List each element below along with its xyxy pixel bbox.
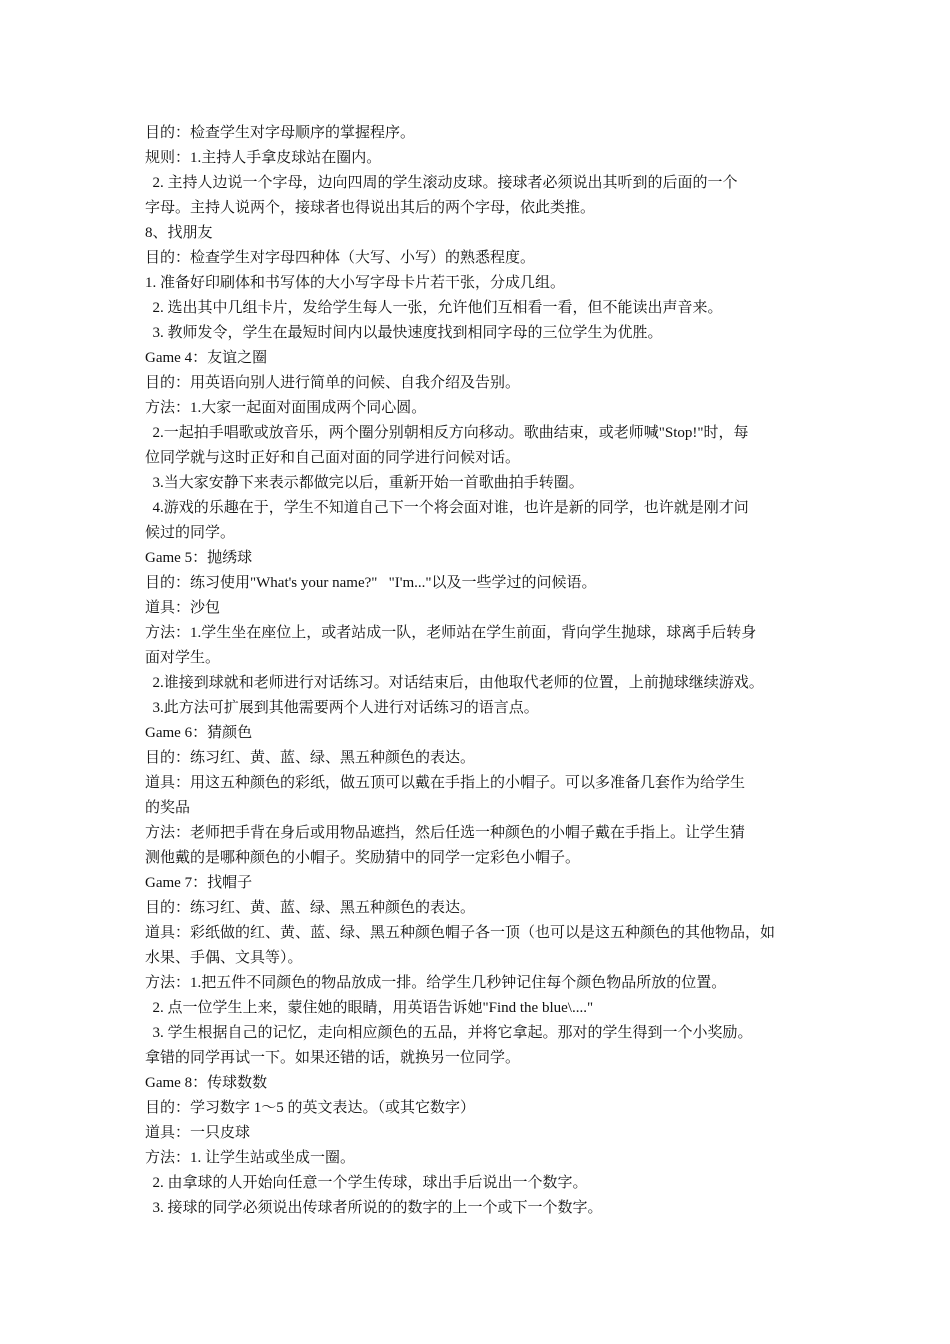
text-line: 1. 准备好印刷体和书写体的大小写字母卡片若干张，分成几组。 <box>145 275 566 291</box>
text-line: 3.当大家安静下来表示都做完以后，重新开始一首歌曲拍手转圈。 <box>145 475 584 491</box>
text-line: 规则：1.主持人手拿皮球站在圈内。 <box>145 150 382 166</box>
text-line: 道具：用这五种颜色的彩纸，做五顶可以戴在手指上的小帽子。可以多准备几套作为给学生 <box>145 775 746 791</box>
text-line: 方法：1. 让学生站或坐成一圈。 <box>145 1150 356 1166</box>
text-line: 2.谁接到球就和老师进行对话练习。对话结束后，由他取代老师的位置，上前抛球继续游戏。 <box>145 675 764 691</box>
text-line: 目的：学习数字 1～5 的英文表达。（或其它数字） <box>145 1100 476 1116</box>
text-line: 道具：沙包 <box>145 600 221 616</box>
text-line: 目的：练习红、黄、蓝、绿、黑五种颜色的表达。 <box>145 900 476 916</box>
text-line: 2. 点一位学生上来，蒙住她的眼睛，用英语告诉她"Find the blue\...." <box>145 1000 594 1016</box>
text-line: Game 8：传球数数 <box>145 1075 268 1091</box>
text-line: 的奖品 <box>145 800 191 816</box>
text-line: 目的：用英语向别人进行简单的问候、自我介绍及告别。 <box>145 375 521 391</box>
text-line: 字母。主持人说两个，接球者也得说出其后的两个字母，依此类推。 <box>145 200 596 216</box>
text-line: 目的：练习使用"What's your name?" "I'm..."以及一些学过的问候语。 <box>145 575 597 591</box>
text-line: 3. 教师发令，学生在最短时间内以最快速度找到相同字母的三位学生为优胜。 <box>145 325 663 341</box>
text-line: 道具：彩纸做的红、黄、蓝、绿、黑五种颜色帽子各一顶（也可以是这五种颜色的其他物品，如 <box>145 925 776 941</box>
text-line: 候过的同学。 <box>145 525 236 541</box>
text-line: 2. 由拿球的人开始向任意一个学生传球，球出手后说出一个数字。 <box>145 1175 588 1191</box>
text-line: 方法：老师把手背在身后或用物品遮挡，然后任选一种颜色的小帽子戴在手指上。让学生猜 <box>145 825 746 841</box>
text-line: 3. 学生根据自己的记忆，走向相应颜色的五品，并将它拿起。那对的学生得到一个小奖励。 <box>145 1025 753 1041</box>
text-line: Game 5：抛绣球 <box>145 550 253 566</box>
text-line: 面对学生。 <box>145 650 221 666</box>
text-line: 8、找朋友 <box>145 225 213 241</box>
text-line: 方法：1.把五件不同颜色的物品放成一排。给学生几秒钟记住每个颜色物品所放的位置。 <box>145 975 727 991</box>
text-line: Game 7：找帽子 <box>145 875 253 891</box>
text-line: Game 4：友谊之圈 <box>145 350 268 366</box>
text-line: 2. 选出其中几组卡片，发给学生每人一张，允许他们互相看一看，但不能读出声音来。 <box>145 300 723 316</box>
text-line: 4.游戏的乐趣在于，学生不知道自己下一个将会面对谁，也许是新的同学，也许就是刚才问 <box>145 500 749 516</box>
text-line: 方法：1.学生坐在座位上，或者站成一队，老师站在学生前面，背向学生抛球，球离手后转身 <box>145 625 757 641</box>
text-line: 2.一起拍手唱歌或放音乐，两个圈分别朝相反方向移动。歌曲结束，或老师喊"Stop!"时，每 <box>145 425 749 441</box>
text-line: 方法：1.大家一起面对面围成两个同心圆。 <box>145 400 427 416</box>
text-line: 水果、手偶、文具等）。 <box>145 950 303 966</box>
text-line: 拿错的同学再试一下。如果还错的话，就换另一位同学。 <box>145 1050 521 1066</box>
text-line: 道具：一只皮球 <box>145 1125 251 1141</box>
text-line: 位同学就与这时正好和自己面对面的同学进行问候对话。 <box>145 450 521 466</box>
text-line: 目的：检查学生对字母四种体（大写、小写）的熟悉程度。 <box>145 250 536 266</box>
document-body <box>145 121 820 1221</box>
text-line: 测他戴的是哪种颜色的小帽子。奖励猜中的同学一定彩色小帽子。 <box>145 850 581 866</box>
text-line: 目的：检查学生对字母顺序的掌握程序。 <box>145 125 416 141</box>
text-line: Game 6：猜颜色 <box>145 725 253 741</box>
text-line: 3. 接球的同学必须说出传球者所说的的数字的上一个或下一个数字。 <box>145 1200 603 1216</box>
text-line: 2. 主持人边说一个字母，边向四周的学生滚动皮球。接球者必须说出其听到的后面的一个 <box>145 175 738 191</box>
text-line: 3.此方法可扩展到其他需要两个人进行对话练习的语言点。 <box>145 700 539 716</box>
text-line: 目的：练习红、黄、蓝、绿、黑五种颜色的表达。 <box>145 750 476 766</box>
